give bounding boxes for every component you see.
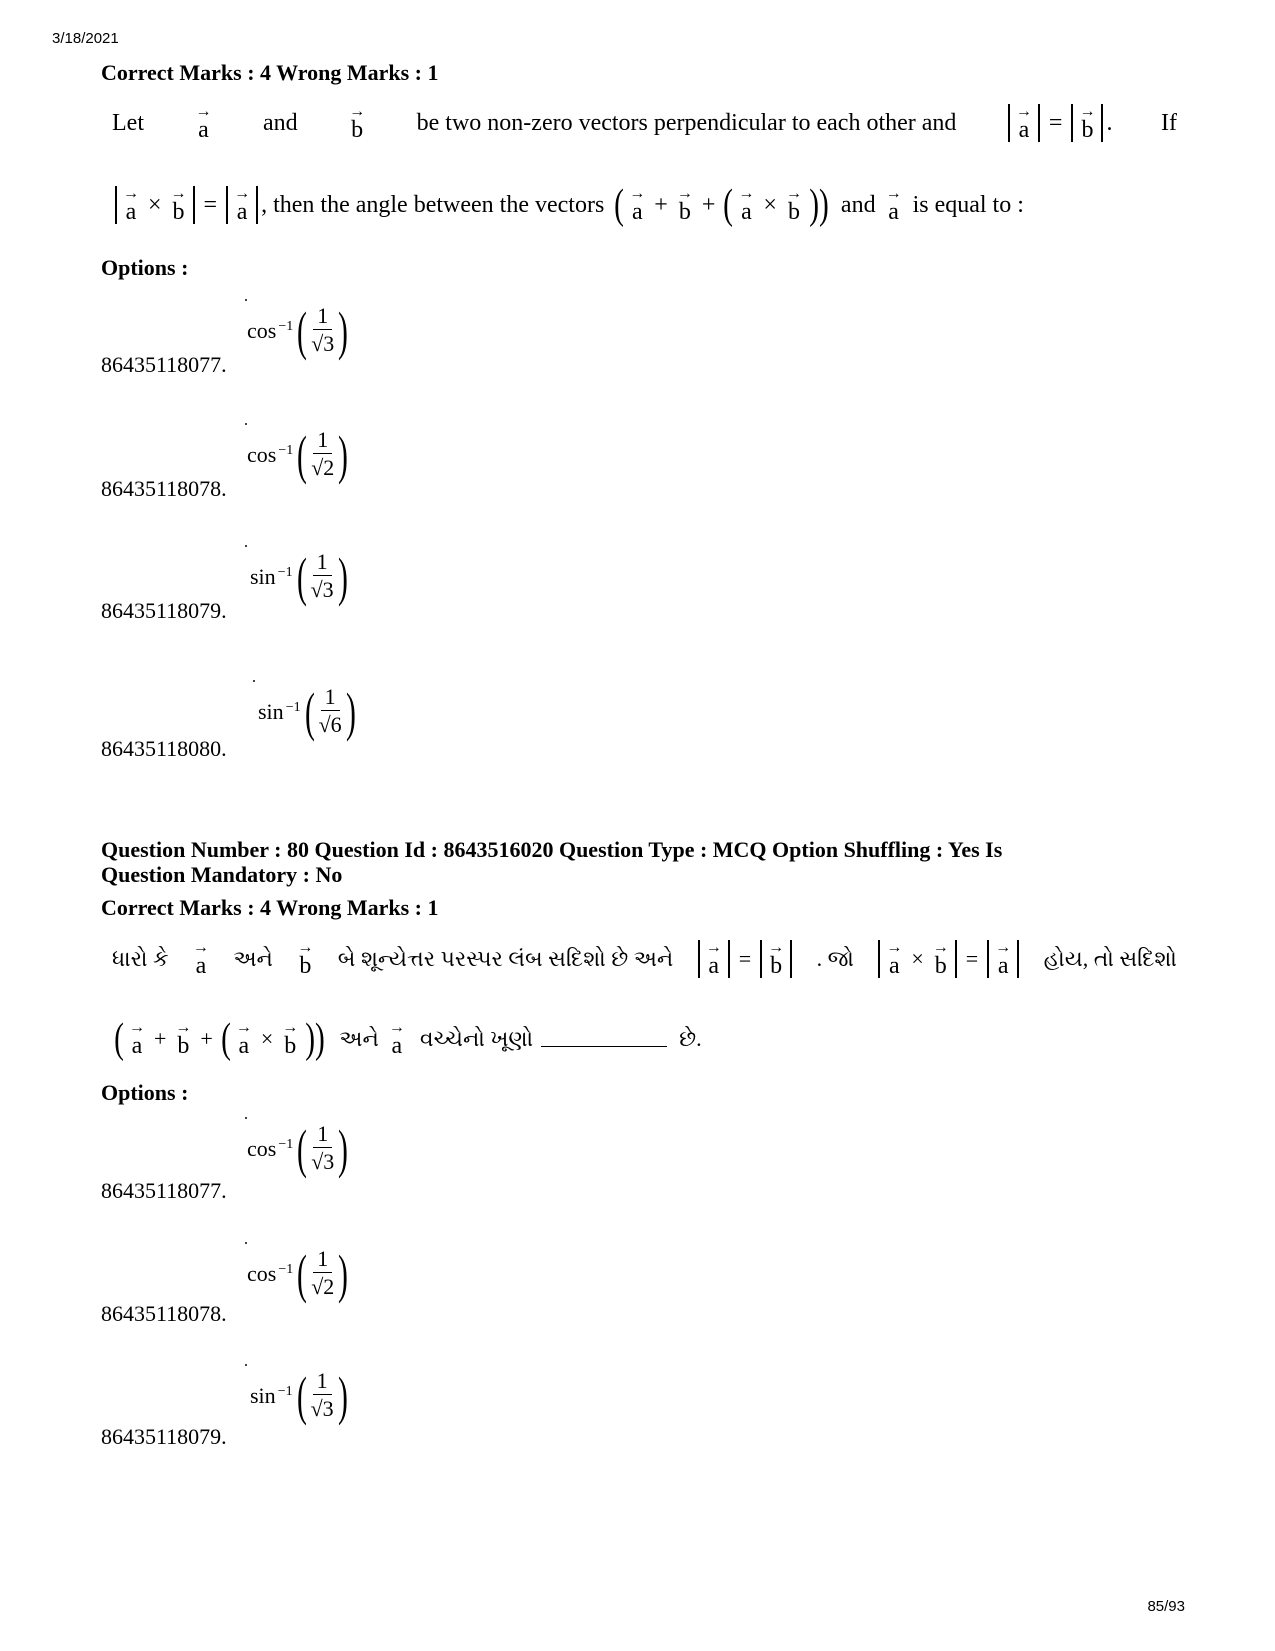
q1-option-3-formula: sin $^{-1}$ ( $\frac{1}{√3}$ ) [250, 547, 348, 607]
answer-blank [541, 1032, 667, 1047]
q2-option-3-formula: sin $^{-1}$ ( $\frac{1}{√3}$ ) [250, 1366, 348, 1426]
q2-l2-word-2: વચ્ચેનો ખૂણો [419, 1026, 534, 1051]
q1-statement-line2 [112, 184, 1024, 226]
page-number: 85/93 [1147, 1598, 1185, 1615]
q2-options-label: Options : [101, 1080, 189, 1105]
q1-option-4-id[interactable]: 86435118080. [101, 736, 227, 761]
q1-word-and-2: and [840, 191, 876, 218]
q1-options-label: Options : [101, 255, 189, 280]
q2-option-1-formula: cos $^{-1}$ ( $\frac{1}{√3}$ ) [247, 1119, 349, 1179]
q2-marks: Correct Marks : 4 Wrong Marks : 1 [101, 895, 439, 920]
vector-expression: ( → a + → b + ( → a × → b )) [114, 1016, 326, 1062]
q2-option-2-id[interactable]: 86435118078. [101, 1301, 227, 1326]
q1-marks: Correct Marks : 4 Wrong Marks : 1 [101, 60, 439, 85]
q2-option-1-id[interactable]: 86435118077. [101, 1178, 227, 1203]
vector-a: → a [192, 939, 209, 979]
q1-word-if: If [1160, 109, 1177, 136]
norm-a-eq-norm-b: → a = → b . [1005, 104, 1113, 142]
vector-a: → a [885, 185, 902, 225]
q1-line1-text: be two non-zero vectors perpendicular to each other and [416, 109, 957, 136]
q1-option-4-formula: sin $^{-1}$ ( $\frac{1}{√6}$ ) [258, 682, 356, 742]
vector-b: → b [297, 939, 314, 979]
q1-line2-tail: is equal to : [912, 191, 1024, 218]
vector-a: → a [388, 1019, 405, 1059]
norm-a-eq-norm-b: → a = → b [695, 940, 795, 978]
q1-word-and: and [262, 109, 298, 136]
norm-a-cross-b: → a × → b = → a [112, 186, 261, 224]
print-date: 3/18/2021 [52, 30, 119, 47]
q2-word-5: હોય, તો સદિશો [1043, 946, 1177, 971]
q1-option-1-id[interactable]: 86435118077. [101, 352, 227, 377]
q2-option-3-id[interactable]: 86435118079. [101, 1424, 227, 1449]
q1-line2-text: , then the angle between the vectors [261, 191, 605, 218]
q2-statement-line1 [112, 940, 1177, 978]
q2-word-1: ધારો કે [112, 946, 169, 971]
q1-option-2-id[interactable]: 86435118078. [101, 476, 227, 501]
q2-statement-line2 [112, 1018, 702, 1060]
vector-a: → a [195, 103, 212, 143]
q1-option-1-formula: cos $^{-1}$ ( $\frac{1}{√3}$ ) [247, 301, 349, 361]
q2-word-3: બે શૂન્યેત્તર પરસ્પર લંબ સદિશો છે અને [337, 946, 674, 971]
q2-word-2: અને [233, 946, 273, 971]
vector-b: → b [349, 103, 366, 143]
q1-option-2-formula: cos $^{-1}$ ( $\frac{1}{√2}$ ) [247, 425, 349, 485]
q2-header-line2: Question Mandatory : No [101, 862, 343, 887]
q1-word-let: Let [112, 109, 144, 136]
q2-option-2-formula: cos $^{-1}$ ( $\frac{1}{√2}$ ) [247, 1244, 349, 1304]
q2-l2-word-1: અને [339, 1026, 379, 1051]
q1-statement-line1 [112, 104, 1177, 142]
vector-expression: ( → a + → b + ( → a × → b )) [614, 182, 829, 228]
q2-header-line1: Question Number : 80 Question Id : 8643516020 Question Type : MCQ Option Shuffling : Yes Is [101, 837, 1003, 862]
norm-a-cross-b-eq-norm-a: → a × → b = → a [875, 940, 1022, 978]
q2-word-4: . જો [816, 946, 854, 971]
q2-l2-word-3: છે. [679, 1026, 702, 1051]
q1-option-3-id[interactable]: 86435118079. [101, 598, 227, 623]
